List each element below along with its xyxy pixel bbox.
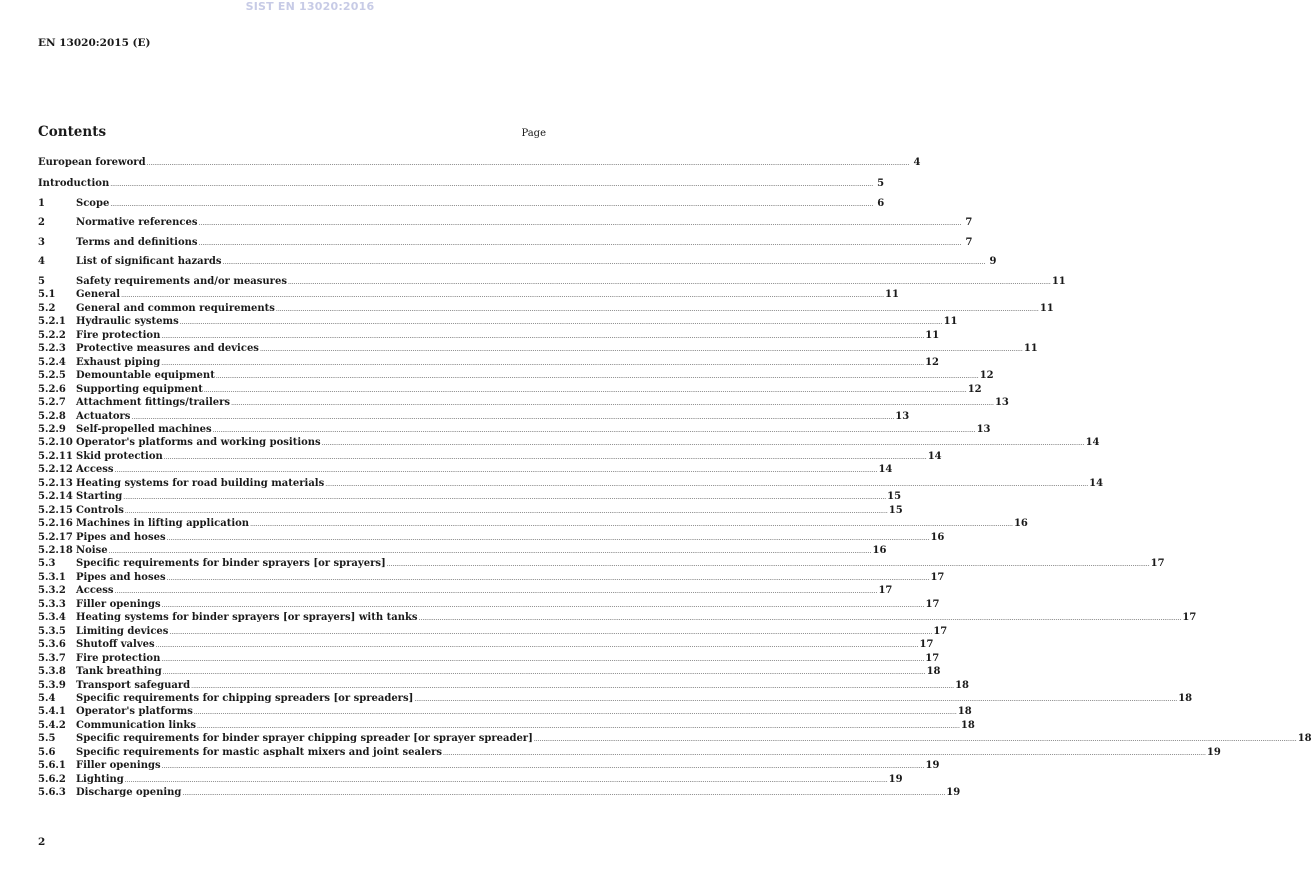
toc-leader-dots: ................................................................................................................................................................................................................................................................................................................................................................................................................ [179,319,943,327]
toc-entry-page: 6 [877,198,885,209]
toc-leader-dots: ................................................................................................................................................................................................................................................................................................................................................................................................................ [155,642,919,650]
toc-entry-number: 5.3 [38,558,56,570]
toc-entry-page: 7 [965,217,973,228]
toc-entry-number: 5.2.10 [38,437,73,449]
toc-entry-title: Communication links [76,719,196,731]
toc-entry-page: 11 [1039,302,1054,314]
toc-leader-dots: ................................................................................................................................................................................................................................................................................................................................................................................................................ [161,332,925,340]
toc-entry-title: Normative references [76,217,198,228]
toc-entry-page: 9 [989,256,997,267]
toc-entry-page: 5 [877,178,885,189]
toc-entry-number: 5.6.3 [38,787,66,799]
toc-entry-page: 14 [927,450,942,462]
toc-entry-page: 19 [925,760,940,772]
toc-entry[interactable] [38,178,885,190]
toc-entry-title: Terms and definitions [76,237,198,248]
toc-entry-title: Access [76,464,114,476]
toc-entry[interactable] [38,666,941,678]
toc-leader-dots: ................................................................................................................................................................................................................................................................................................................................................................................................................ [131,413,895,421]
toc-entry-number: 5.3.9 [38,679,66,691]
toc-entry-number: 5.2.15 [38,504,73,516]
toc-entry-title: Noise [76,545,108,556]
toc-entry[interactable] [38,558,1165,570]
toc-leader-dots: ................................................................................................................................................................................................................................................................................................................................................................................................................ [443,749,1206,757]
toc-leader-dots: ................................................................................................................................................................................................................................................................................................................................................................................................................ [108,548,872,555]
footer-page-number: 2 [38,836,46,848]
toc-leader-dots: ................................................................................................................................................................................................................................................................................................................................................................................................................ [231,400,994,408]
toc-entry-number: 5.6.2 [38,773,66,785]
toc-entry[interactable] [38,692,1193,705]
toc-entry-page: 11 [1051,276,1066,287]
toc-entry-title: Pipes and hoses [76,531,166,543]
contents-heading: Contents [38,124,107,140]
toc-entry[interactable] [38,733,1312,745]
toc-entry[interactable] [38,760,940,772]
toc-entry-number: 5.2.7 [38,397,66,409]
toc-entry-page: 14 [1089,477,1104,489]
toc-entry-number: 5.3.5 [38,625,66,637]
toc-entry-page: 12 [979,370,994,382]
toc-entry[interactable] [38,383,982,396]
toc-leader-dots: ................................................................................................................................................................................................................................................................................................................................................................................................................ [212,426,976,434]
toc-entry-number: 5.2.12 [38,464,73,476]
toc-leader-dots: ................................................................................................................................................................................................................................................................................................................................................................................................................ [533,736,1297,744]
toc-entry-title: Specific requirements for binder sprayer chipping spreader [or sprayer spreader] [76,733,533,745]
toc-entry[interactable] [38,289,899,301]
toc-leader-dots: ................................................................................................................................................................................................................................................................................................................................................................................................................ [250,521,1013,529]
toc-entry[interactable] [38,217,973,229]
toc-entry-title: Specific requirements for chipping spreaders [or spreaders] [76,692,414,704]
toc-entry-number: 5 [38,276,45,287]
toc-entry-title: Fire protection [76,652,161,664]
toc-entry-page: 11 [925,329,940,341]
toc-entry-number: 5.2.13 [38,477,73,489]
toc-leader-dots: ................................................................................................................................................................................................................................................................................................................................................................................................................ [386,561,1150,569]
toc-entry-number: 5.2.3 [38,343,66,355]
toc-entry-number: 5.4.2 [38,719,66,731]
toc-leader-dots: ................................................................................................................................................................................................................................................................................................................................................................................................................ [321,440,1085,448]
toc-entry-title: General [76,289,121,301]
toc-entry-page: 11 [943,316,958,328]
toc-entry-page: 11 [884,289,899,301]
toc-entry-title: Shutoff valves [76,639,155,651]
toc-entry-title: Tank breathing [76,666,162,678]
toc-entry-number: 5.3.3 [38,598,66,610]
toc-entry-page: 17 [878,585,893,597]
toc-entry-title: Pipes and hoses [76,571,166,583]
toc-entry-number: 5.2.5 [38,370,66,382]
document-id: EN 13020:2015 (E) [38,37,151,49]
toc-entry-title: Filler openings [76,760,161,772]
toc-leader-dots: ................................................................................................................................................................................................................................................................................................................................................................................................................ [121,292,884,300]
toc-entry-page: 7 [965,237,973,248]
toc-leader-dots: ................................................................................................................................................................................................................................................................................................................................................................................................................ [203,386,967,394]
toc-leader-dots: ................................................................................................................................................................................................................................................................................................................................................................................................................ [193,709,957,717]
toc-leader-dots: ................................................................................................................................................................................................................................................................................................................................................................................................................ [259,346,1023,354]
toc-entry-title: Introduction [38,178,110,189]
toc-leader-dots: ................................................................................................................................................................................................................................................................................................................................................................................................................ [325,480,1089,488]
toc-entry-number: 2 [38,217,45,228]
toc-entry[interactable] [38,157,921,169]
toc-leader-dots: ................................................................................................................................................................................................................................................................................................................................................................................................................ [182,790,946,798]
toc-leader-dots: ................................................................................................................................................................................................................................................................................................................................................................................................................ [110,181,874,188]
toc-entry[interactable] [38,316,958,328]
toc-entry-number: 5.2.18 [38,545,73,556]
toc-entry[interactable] [38,450,942,463]
toc-entry-number: 5.2.16 [38,518,73,530]
toc-entry-title: Heating systems for road building materials [76,477,325,489]
toc-entry-page: 17 [1150,558,1165,570]
toc-entry-page: 16 [930,531,945,543]
toc-entry[interactable] [38,198,885,210]
toc-entry-number: 5.2.14 [38,491,73,503]
toc-entry[interactable] [38,477,1104,490]
toc-entry-number: 5.2.2 [38,329,66,341]
toc-entry-title: European foreword [38,157,146,168]
toc-entry-number: 5.3.8 [38,666,66,678]
toc-leader-dots: ................................................................................................................................................................................................................................................................................................................................................................................................................ [124,776,888,784]
toc-entry-number: 5.3.7 [38,652,66,664]
toc-leader-dots: ................................................................................................................................................................................................................................................................................................................................................................................................................ [198,240,962,247]
toc-entry-title: Skid protection [76,450,163,462]
toc-leader-dots: ................................................................................................................................................................................................................................................................................................................................................................................................................ [162,669,926,677]
toc-leader-dots: ................................................................................................................................................................................................................................................................................................................................................................................................................ [110,201,874,208]
toc-leader-dots: ................................................................................................................................................................................................................................................................................................................................................................................................................ [166,534,930,542]
toc-entry-number: 5.3.1 [38,571,66,583]
toc-leader-dots: ................................................................................................................................................................................................................................................................................................................................................................................................................ [414,695,1178,703]
toc-leader-dots: ................................................................................................................................................................................................................................................................................................................................................................................................................ [418,615,1182,623]
toc-entry-title: Controls [76,504,124,516]
watermark-text: SIST EN 13020:2016 [245,0,375,13]
toc-entry-number: 5.4.1 [38,706,66,718]
toc-entry[interactable] [38,464,893,476]
toc-leader-dots: ................................................................................................................................................................................................................................................................................................................................................................................................................ [196,722,960,730]
toc-leader-dots: ................................................................................................................................................................................................................................................................................................................................................................................................................ [287,279,1051,286]
toc-entry-page: 13 [994,397,1009,409]
toc-entry-title: Limiting devices [76,625,169,637]
toc-entry-title: Demountable equipment [76,370,215,382]
toc-entry-page: 15 [888,504,903,516]
toc-entry-page: 16 [872,545,887,556]
toc-entry-number: 5.3.2 [38,585,66,597]
toc-leader-dots: ................................................................................................................................................................................................................................................................................................................................................................................................................ [215,373,979,381]
toc-entry-page: 13 [895,410,910,422]
toc-leader-dots: ................................................................................................................................................................................................................................................................................................................................................................................................................ [275,305,1039,313]
toc-entry-number: 5.5 [38,733,56,745]
toc-entry-title: Hydraulic systems [76,316,179,328]
toc-entry-page: 18 [957,706,972,718]
toc-entry-title: Lighting [76,773,124,785]
toc-entry-page: 17 [925,652,940,664]
toc-entry-page: 18 [926,666,941,678]
toc-leader-dots: ................................................................................................................................................................................................................................................................................................................................................................................................................ [124,507,888,515]
toc-entry[interactable] [38,343,1038,355]
toc-entry-title: Starting [76,491,123,503]
toc-entry-number: 4 [38,256,45,267]
toc-entry[interactable] [38,625,948,638]
toc-entry-title: Heating systems for binder sprayers [or sprayers] with tanks [76,612,418,624]
toc-entry-number: 5.1 [38,289,56,301]
toc-entry-number: 5.6 [38,746,56,758]
toc-entry-page: 18 [960,719,975,731]
toc-leader-dots: ................................................................................................................................................................................................................................................................................................................................................................................................................ [161,655,925,663]
toc-leader-dots: ................................................................................................................................................................................................................................................................................................................................................................................................................ [191,682,955,690]
toc-entry[interactable] [38,746,1221,759]
toc-entry-title: List of significant hazards [76,256,222,267]
toc-entry[interactable] [38,356,939,369]
toc-entry-title: Self-propelled machines [76,423,212,435]
toc-entry-title: Discharge opening [76,787,182,799]
toc-leader-dots: ................................................................................................................................................................................................................................................................................................................................................................................................................ [123,494,887,502]
toc-entry-page: 19 [1206,746,1221,758]
toc-entry[interactable] [38,571,945,584]
toc-entry-page: 18 [955,679,969,691]
toc-entry-number: 5.6.1 [38,760,66,772]
toc-entry-title: General and common requirements [76,302,275,314]
toc-entry[interactable] [38,612,1197,624]
toc-entry[interactable] [38,518,1028,530]
toc-entry[interactable] [38,276,1066,288]
toc-entry[interactable] [38,679,969,692]
toc-entry-title: Scope [76,198,110,209]
toc-entry-title: Specific requirements for mastic asphalt mixers and joint sealers [76,746,443,758]
toc-entry[interactable] [38,531,945,544]
toc-entry-page: 14 [1085,437,1100,449]
toc-entry[interactable] [38,719,975,732]
toc-leader-dots: ................................................................................................................................................................................................................................................................................................................................................................................................................ [222,259,986,266]
toc-leader-dots: ................................................................................................................................................................................................................................................................................................................................................................................................................ [114,588,878,596]
toc-entry-page: 12 [967,383,982,395]
toc-entry-title: Specific requirements for binder sprayers [or sprayers] [76,558,386,570]
toc-entry[interactable] [38,410,910,423]
toc-entry[interactable] [38,639,934,651]
toc-entry[interactable] [38,302,1054,315]
toc-entry[interactable] [38,787,961,799]
toc-entry[interactable] [38,237,973,249]
toc-entry[interactable] [38,397,1009,409]
toc-entry-page: 18 [1297,733,1312,745]
toc-leader-dots: ................................................................................................................................................................................................................................................................................................................................................................................................................ [163,453,927,461]
toc-entry[interactable] [38,491,902,503]
toc-entry-title: Attachment fittings/trailers [76,397,231,409]
toc-entry-page: 13 [976,423,991,435]
toc-entry-page: 17 [933,625,948,637]
toc-entry-number: 5.3.6 [38,639,66,651]
toc-entry-page: 18 [1178,692,1193,704]
toc-entry-title: Safety requirements and/or measures [76,276,287,287]
toc-entry-number: 5.2.6 [38,383,66,395]
toc-leader-dots: ................................................................................................................................................................................................................................................................................................................................................................................................................ [114,467,878,475]
toc-entry-title: Fire protection [76,329,161,341]
toc-entry-page: 19 [888,773,903,785]
toc-entry-number: 5.2.4 [38,356,66,368]
toc-entry[interactable] [38,437,1100,449]
toc-entry[interactable] [38,545,887,557]
toc-entry-title: Machines in lifting application [76,518,250,530]
toc-entry-title: Operator's platforms [76,706,193,718]
toc-entry-page: 14 [878,464,893,476]
toc-entry[interactable] [38,652,940,665]
toc-leader-dots: ................................................................................................................................................................................................................................................................................................................................................................................................................ [146,160,910,167]
toc-entry-number: 3 [38,237,45,248]
toc-entry-page: 15 [887,491,902,503]
toc-entry[interactable] [38,773,903,786]
toc-entry[interactable] [38,598,940,611]
toc-entry-page: 11 [1023,343,1038,355]
toc-entry-page: 12 [925,356,939,368]
toc-entry[interactable] [38,256,997,268]
toc-entry[interactable] [38,370,994,382]
toc-entry-title: Supporting equipment [76,383,203,395]
toc-entry-title: Actuators [76,410,131,422]
toc-entry-number: 5.2.9 [38,423,66,435]
toc-entry-title: Exhaust piping [76,356,161,368]
toc-entry-title: Access [76,585,114,597]
toc-entry-number: 5.2.8 [38,410,66,422]
toc-entry-number: 5.3.4 [38,612,66,624]
toc-entry-number: 1 [38,198,45,209]
toc-entry-title: Transport safeguard [76,679,191,691]
toc-entry-title: Protective measures and devices [76,343,259,355]
toc-entry-title: Operator's platforms and working positions [76,437,321,449]
toc-entry[interactable] [38,585,893,597]
toc-entry-number: 5.4 [38,692,56,704]
toc-leader-dots: ................................................................................................................................................................................................................................................................................................................................................................................................................ [161,359,925,367]
toc-leader-dots: ................................................................................................................................................................................................................................................................................................................................................................................................................ [161,601,925,609]
toc-entry[interactable] [38,329,940,342]
toc-entry-page: 4 [913,157,921,168]
toc-leader-dots: ................................................................................................................................................................................................................................................................................................................................................................................................................ [166,574,930,582]
toc-entry-title: Filler openings [76,598,161,610]
toc-leader-dots: ................................................................................................................................................................................................................................................................................................................................................................................................................ [161,763,925,771]
toc-leader-dots: ................................................................................................................................................................................................................................................................................................................................................................................................................ [198,220,962,227]
page-column-label: Page [521,128,546,139]
toc-entry-page: 17 [925,598,940,610]
toc-entry-number: 5.2.1 [38,316,66,328]
toc-entry-page: 16 [1013,518,1028,530]
toc-entry-page: 17 [919,639,934,651]
toc-entry[interactable] [38,423,991,436]
toc-entry[interactable] [38,504,903,517]
toc-entry-page: 17 [930,571,945,583]
toc-entry-number: 5.2 [38,302,56,314]
toc-entry-number: 5.2.17 [38,531,73,543]
toc-entry-page: 17 [1182,612,1197,624]
toc-entry-page: 19 [946,787,961,799]
toc-entry[interactable] [38,706,972,718]
toc-leader-dots: ................................................................................................................................................................................................................................................................................................................................................................................................................ [169,628,933,636]
toc-entry-number: 5.2.11 [38,450,73,462]
